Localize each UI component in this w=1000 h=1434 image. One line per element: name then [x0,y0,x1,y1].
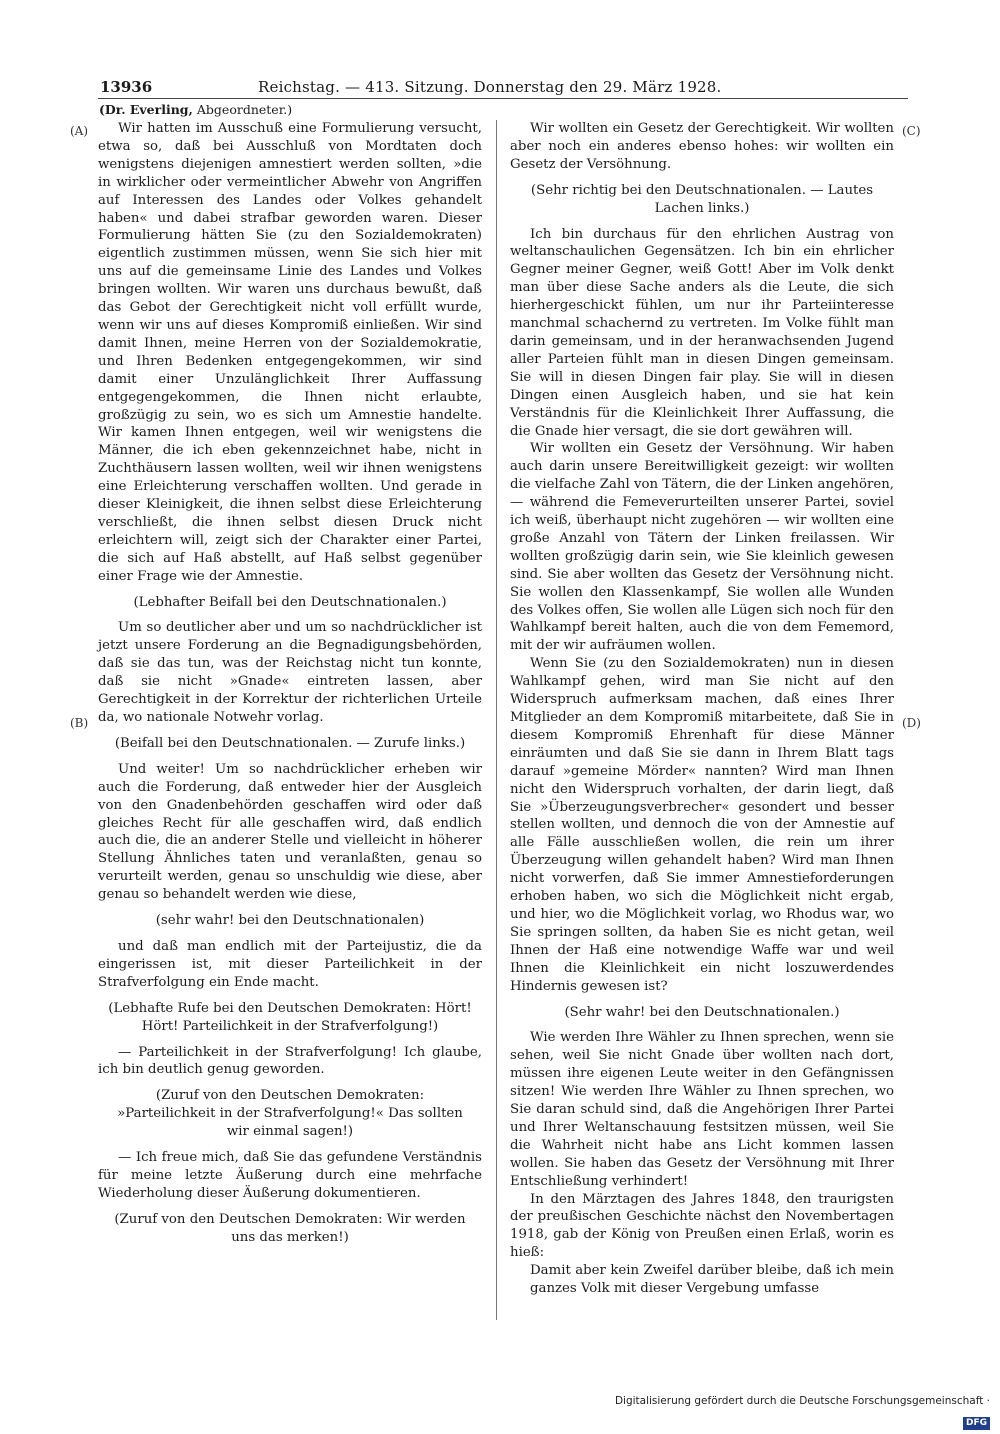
interjection: (Sehr richtig bei den Deutschnationalen. — Lautes Lachen links.) [530,182,874,216]
speaker-line [99,101,292,119]
interjection: (Beifall bei den Deutschnationalen. — Zurufe links.) [114,735,466,751]
margin-mark-b: (B) [70,716,89,730]
page-header [100,76,960,98]
interjection: (Sehr wahr! bei den Deutschnationalen.) [564,1004,840,1020]
footer-text: Digitalisierung gefördert durch die Deutsche Forschungsgemeinschaft · [614,1395,990,1407]
paragraph: Um so deutlicher aber und um so nachdrücklicher ist jetzt unsere Forderung an die Begnadigungsbehörden, daß sie das tun, was der Reichstag nicht tun konnte, daß sie nicht »Gnade« eintreten lassen, aber Gerechtigkeit in der Korrektur der richterlichen Urteile da, wo nationale Notwehr vorlag. [98,620,482,725]
page-number: 13936 [100,78,153,96]
speaker-role: Abgeordneter.) [196,102,293,117]
margin-mark-d: (D) [902,716,921,730]
paragraph: und daß man endlich mit der Parteijustiz, die da eingerissen ist, mit dieser Parteilichkeit in der Strafverfolgung ein Ende macht. [98,938,482,990]
page-title: Reichstag. — 413. Sitzung. Donnerstag den 29. März 1928. [258,78,722,96]
interjection: (Zuruf von den Deutschen Demokraten: »Parteilichkeit in der Strafverfolgung!« Das sollten wir einmal sagen!) [117,1088,463,1140]
column-divider [496,120,497,1320]
paragraph: Wie werden Ihre Wähler zu Ihnen sprechen, wenn sie sehen, weil Sie nicht Gnade über wollten nach dort, müssen ihre eigenen Leute weiter in den Gefängnissen sitzen! Wie werden Ihre Wähler zu Ihnen sprechen, wo Sie daran schuld sind, daß die Angehörigen Ihrer Partei und Ihrer Weltanschauung festsitzen müssen, weil Sie die Wahrheit nicht habe ans Licht kommen lassen wollen. Sie haben das Gesetz der Versöhnung mit Ihrer Entschließung verhindert! [510,1030,894,1189]
margin-mark-c: (C) [902,124,921,138]
paragraph: In den Märztagen des Jahres 1848, den traurigsten der preußischen Geschichte nächst den Novembertagen 1918, gab der König von Preußen einen Erlaß, worin es hieß: [510,1191,894,1261]
paragraph: Wir wollten ein Gesetz der Versöhnung. Wir haben auch darin unsere Bereitwilligkeit gezeigt: wir wollten die vielfache Zahl von Tätern, die der Linken angehören, — während die Femeverurteilten unserer Partei, soviel ich weiß, überhaupt nicht zugehören — wir wollten eine große Anzahl von Tätern der Linken freilassen. Wir wollten großzügig darin sein, wie Sie kleinlich gewesen sind. Sie aber wollten das Gesetz der Versöhnung nicht. Sie wollen den Klassenkampf, Sie wollen alle Wunden des Volkes offen, Sie wollen alle Lügen sich noch für den Wahlkampf bereit halten, auch die von dem Fememord, mit der wir aufräumen wollen. [510,441,894,654]
paragraph: Ich bin durchaus für den ehrlichen Austrag von weltanschaulichen Gegensätzen. Ich bin ein ehrlicher Gegner meiner Gegner, weiß Gott! Aber im Volk denkt man über diese Sache anders als die Leute, die sich hierhergeschickt fühlen, um nur ihr Parteiinteresse manchmal schachernd zu vertreten. Im Volke fühlt man darin gemeinsam, und in der heranwachsenden Jugend aller Parteien fühlt man in diesen Dingen gemeinsam. Sie will in diesen Dingen fair play. Sie will in diesen Dingen einen Ausgleich haben, und sie hat kein Verständnis für die Kleinlichkeit Ihrer Auffassung, die die Gnade hier versagt, die sie dort gewähren will. [510,226,894,439]
paragraph: Wir hatten im Ausschuß eine Formulierung versucht, etwa so, daß bei Ausschluß von Mordtaten doch wenigstens diejenigen amnestiert werden sollten, »die in wirklicher oder vermeintlicher Abwehr von Angriffen auf Interessen des Landes oder Volkes gehandelt haben« und dabei strafbar geworden waren. Dieser Formulierung hätten Sie (zu den Sozialdemokraten) eigentlich zustimmen müssen, wenn Sie sich hier mit uns auf die gemeinsame Linie des Landes und Volkes bringen wollten. Wir waren uns durchaus bewußt, daß das Gebot der Gerechtigkeit nicht voll erfüllt wurde, wenn wir uns auf dieses Kompromiß einließen. Wir sind damit Ihnen, meine Herren von der Sozialdemokratie, und Ihren Bedenken entgegengekommen, wir sind damit einer Unzulänglichkeit Ihrer Auffassung entgegengekommen, die Ihnen nicht erlaubte, großzügig zu sein, wo es sich um Amnestie handelte. Wir kamen Ihnen entgegen, weil wir wenigstens die Männer, die ich eben gekennzeichnet habe, nicht in Zuchthäusern lassen wollten, weil wir ihnen wenigstens eine Erleichterung verschaffen wollten. Und gerade in dieser Kleinigkeit, die ihnen selbst diese Erleichterung verschließt, die ihnen selbst diesen Druck nicht erleichtern will, zeigt sich der Charakter einer Partei, die sich auf Haß abstellt, auf Haß selbst gegenüber einer Frage wie der Amnestie. [98,121,482,584]
paragraph: — Ich freue mich, daß Sie das gefundene Verständnis für meine letzte Äußerung durch eine mehrfache Wiederholung dieser Äußerung dokumentieren. [98,1150,482,1201]
interjection: (Zuruf von den Deutschen Demokraten: Wir werden uns das merken!) [114,1211,466,1245]
dfg-logo-icon: DFG [963,1417,990,1430]
paragraph: — Parteilichkeit in der Strafverfolgung! Ich glaube, ich bin deutlich genug geworden. [98,1044,482,1078]
margin-mark-a: (A) [70,124,89,138]
left-column [98,120,482,1255]
interjection: (Lebhafter Beifall bei den Deutschnationalen.) [133,594,447,610]
speaker-name: (Dr. Everling, [99,102,193,117]
paragraph: Und weiter! Um so nachdrücklicher erheben wir auch die Forderung, daß entweder hier der Ausgleich von den Gnadenbehörden geschaffen wird oder daß gleiches Recht für alle geschaffen wird, daß endlich auch die, die an anderer Stelle und vielleicht in höherer Stellung Ähnliches taten und veranlaßten, genau so verurteilt werden, genau so unschuldig wie diese, aber genau so behandelt werden wie diese, [98,761,482,903]
right-column [510,120,894,1298]
digitization-footer [605,1390,990,1428]
paragraph: Wenn Sie (zu den Sozialdemokraten) nun in diesen Wahlkampf gehen, wird man Sie nicht auf den Widerspruch aufmerksam machen, daß eines Ihrer Mitglieder an dem Kompromiß mitarbeitete, daß Sie in diesem Kompromiß Ehrenhaft für diese Männer einräumten und daß Sie sie dann in Ihrem Blatt tags darauf »gemeine Mörder« nannten? Wird man Ihnen nicht den Widerspruch vorhalten, der darin liegt, daß Sie »Überzeugungsverbrecher« gesondert und besser stellen wollten, und dennoch die von der Amnestie auf alle Fälle ausschließen wollen, die rein um ihrer Überzeugung willen gehandelt haben? Wird man Ihnen nicht vorwerfen, daß Sie immer Amnestieforderungen erhoben haben, wo sich die Möglichkeit nicht ergab, und hier, wo die Möglichkeit vorlag, wo Rhodus war, wo Sie springen sollten, da haben Sie es nicht getan, weil Ihnen der Haß eine notwendige Waffe war und weil Ihnen die Kleinlichkeit ein nicht loszuwerdendes Hindernis gewesen ist? [510,656,894,994]
paragraph: Wir wollten ein Gesetz der Gerechtigkeit. Wir wollten aber noch ein anderes ebenso hohes: wir wollten ein Gesetz der Versöhnung. [510,121,894,172]
quotation: Damit aber kein Zweifel darüber bleibe, daß ich mein ganzes Volk mit dieser Vergebung umfasse [530,1263,894,1297]
interjection: (Lebhafte Rufe bei den Deutschen Demokraten: Hört! Hört! Parteilichkeit in der Strafverfolgung!) [108,1000,472,1034]
header-rule [98,98,908,99]
interjection: (sehr wahr! bei den Deutschnationalen) [155,913,425,929]
